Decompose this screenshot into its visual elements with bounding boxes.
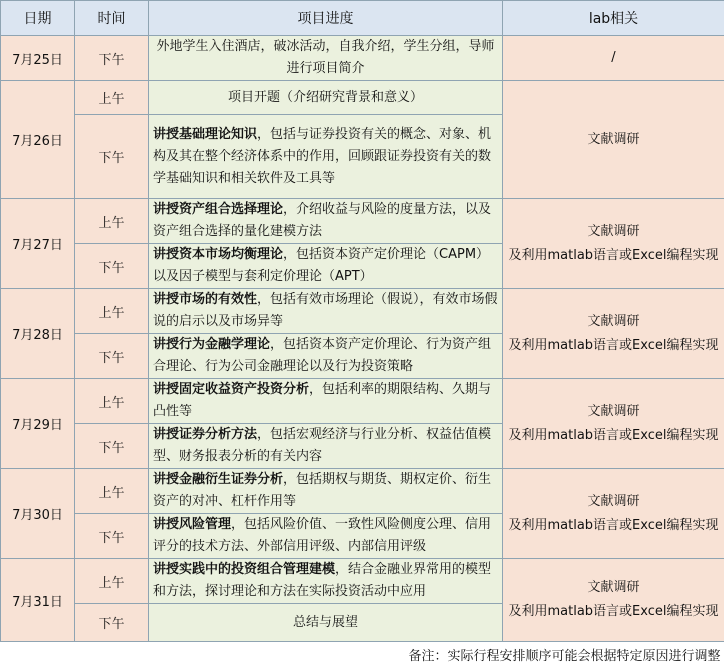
lab-line: 及利用matlab语言或Excel编程实现 [507,600,720,624]
progress-topic: 讲授行为金融学理论 [153,337,270,352]
note-row [1,642,724,666]
progress-topic: 讲授固定收益资产投资分析 [153,382,309,397]
progress-cell [149,334,503,379]
progress-cell [149,559,503,604]
lab-line: 及利用matlab语言或Excel编程实现 [507,244,720,268]
progress-detail: ，包括资本资产定价理论（CAPM）以及因子模型与套利定价理论（APT） [153,247,489,284]
progress-cell [149,81,503,115]
lab-line: 文献调研 [507,576,720,600]
lab-line: 文献调研 [507,490,720,514]
progress-detail: 总结与展望 [293,615,358,630]
lab-line: 及利用matlab语言或Excel编程实现 [507,424,720,448]
schedule-row [1,379,724,424]
date-cell: 7月31日 [1,559,75,642]
time-cell: 下午 [75,334,149,379]
progress-topic: 讲授资本市场均衡理论 [153,247,283,262]
progress-detail: ，包括宏观经济与行业分析、权益估值模型、财务报表分析的有关内容 [153,427,491,464]
progress-topic: 讲授金融衍生证券分析 [153,472,283,487]
lab-cell [503,199,724,289]
date-cell: 7月29日 [1,379,75,469]
lab-line: 文献调研 [507,128,720,152]
time-cell: 上午 [75,199,149,244]
progress-detail: ，包括资本资产定价理论、行为资产组合理论、行为公司金融理论以及行为投资策略 [153,337,491,374]
lab-line: 文献调研 [507,310,720,334]
lab-cell [503,469,724,559]
progress-cell [149,379,503,424]
progress-cell [149,514,503,559]
progress-cell [149,604,503,642]
time-cell: 上午 [75,289,149,334]
date-cell: 7月28日 [1,289,75,379]
lab-cell [503,379,724,469]
date-cell: 7月27日 [1,199,75,289]
progress-topic: 讲授风险管理 [153,517,231,532]
schedule-body [1,36,724,642]
date-cell: 7月30日 [1,469,75,559]
progress-detail: ，包括期权与期货、期权定价、衍生资产的对冲、杠杆作用等 [153,472,491,509]
lab-line: 及利用matlab语言或Excel编程实现 [507,334,720,358]
progress-detail: 外地学生入住酒店，破冰活动，自我介绍，学生分组，导师进行项目简介 [156,39,494,76]
progress-detail: ，包括风险价值、一致性风险侧度公理、信用评分的技术方法、外部信用评级、内部信用评级 [153,517,491,554]
time-cell: 下午 [75,514,149,559]
progress-cell [149,36,503,81]
schedule-row [1,469,724,514]
progress-detail: ，包括利率的期限结构、久期与凸性等 [153,382,491,419]
progress-detail: 项目开题（介绍研究背景和意义） [228,90,423,105]
schedule-row [1,36,724,81]
progress-cell [149,469,503,514]
lab-cell [503,36,724,81]
schedule-row [1,559,724,604]
progress-detail: ，结合金融业界常用的模型和方法，探讨理论和方法在实际投资活动中应用 [153,562,491,599]
header-lab: lab相关 [503,1,724,36]
time-cell: 下午 [75,115,149,199]
time-cell: 下午 [75,604,149,642]
progress-detail: ，包括与证券投资有关的概念、对象、机构及其在整个经济体系中的作用，回顾跟证券投资有关的数学基础知识和相关软件及工具等 [153,127,491,186]
schedule-row [1,199,724,244]
time-cell: 上午 [75,379,149,424]
time-cell: 下午 [75,244,149,289]
progress-cell [149,289,503,334]
note-text: 备注：实际行程安排顺序可能会根据特定原因进行调整 [1,642,724,666]
progress-cell [149,244,503,289]
header-date: 日期 [1,1,75,36]
progress-cell [149,115,503,199]
progress-detail: ，介绍收益与风险的度量方法，以及资产组合选择的量化建模方法 [153,202,491,239]
progress-cell [149,424,503,469]
lab-cell [503,559,724,642]
time-cell: 上午 [75,559,149,604]
schedule-row [1,289,724,334]
header-row [1,1,724,36]
progress-topic: 讲授基础理论知识 [153,127,257,142]
lab-line: / [507,46,720,70]
lab-line: 文献调研 [507,400,720,424]
progress-topic: 讲授实践中的投资组合管理建模 [153,562,335,577]
schedule-row [1,81,724,115]
header-time: 时间 [75,1,149,36]
time-cell: 上午 [75,81,149,115]
progress-topic: 讲授资产组合选择理论 [153,202,283,217]
lab-cell [503,289,724,379]
date-cell: 7月25日 [1,36,75,81]
progress-topic: 讲授证券分析方法 [153,427,257,442]
time-cell: 下午 [75,36,149,81]
time-cell: 下午 [75,424,149,469]
header-progress: 项目进度 [149,1,503,36]
lab-cell [503,81,724,199]
date-cell: 7月26日 [1,81,75,199]
progress-cell [149,199,503,244]
progress-topic: 讲授市场的有效性 [153,292,257,307]
time-cell: 上午 [75,469,149,514]
progress-detail: ，包括有效市场理论（假说），有效市场假说的启示以及市场异等 [153,292,498,329]
lab-line: 文献调研 [507,220,720,244]
lab-line: 及利用matlab语言或Excel编程实现 [507,514,720,538]
